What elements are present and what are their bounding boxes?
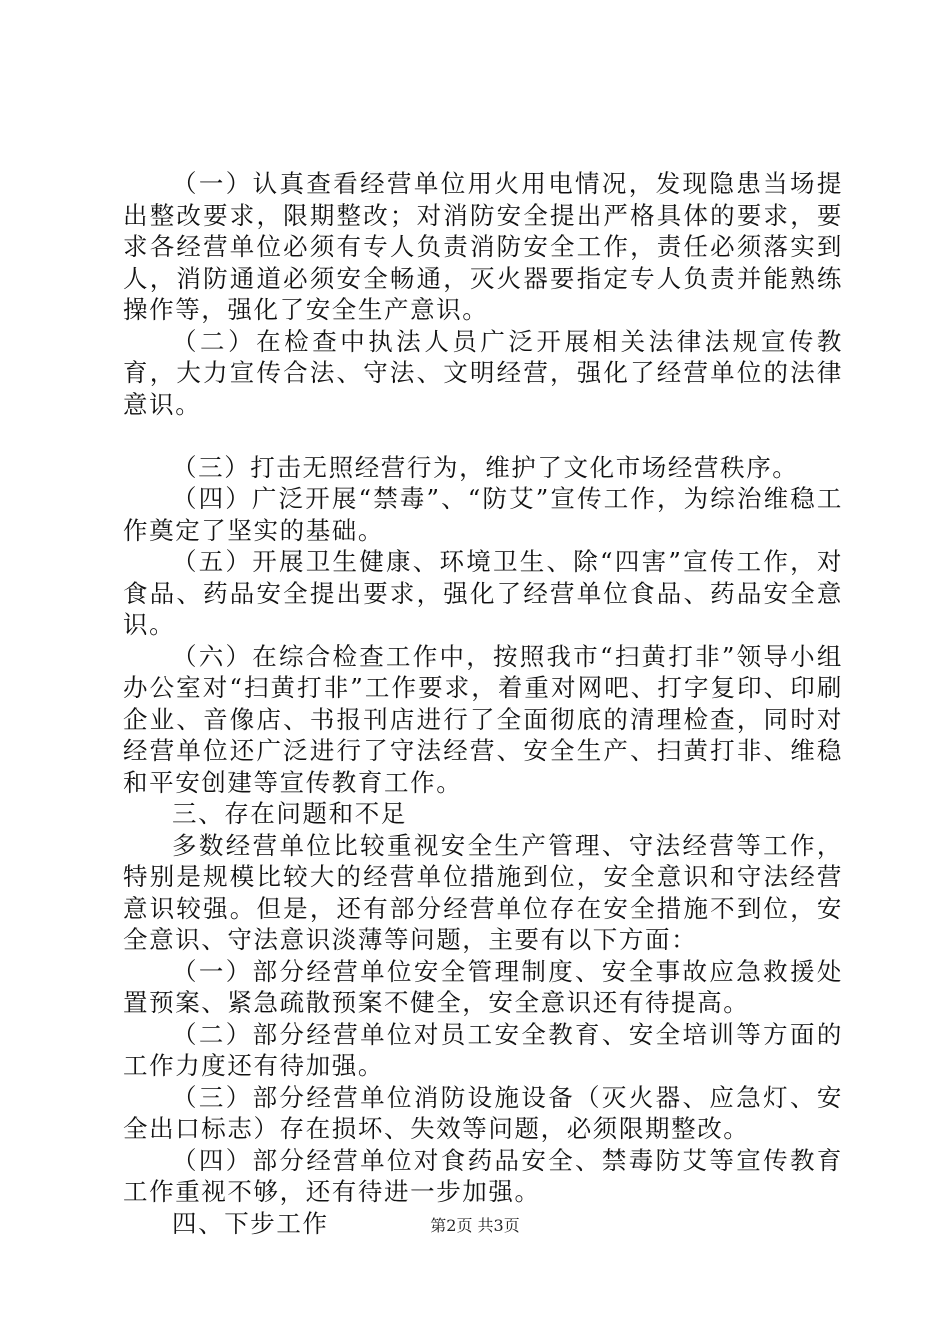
paragraph-7: 多数经营单位比较重视安全生产管理、守法经营等工作，特别是规模比较大的经营单位措施到位，安全意识和守法经营意识较强。但是，还有部分经营单位存在安全措施不到位，安全意识、守法意识淡薄等问题，主要有以下方面： (123, 830, 843, 954)
paragraph-8: （一）部分经营单位安全管理制度、安全事故应急救援处置预案、紧急疏散预案不健全，安全意识还有待提高。 (123, 956, 843, 1017)
paragraph-11: （四）部分经营单位对食药品安全、禁毒防艾等宣传教育工作重视不够，还有待进一步加强。 (123, 1145, 843, 1206)
paragraph-5: （五）开展卫生健康、环境卫生、除“四害”宣传工作，对食品、药品安全提出要求，强化了经营单位食品、药品安全意识。 (123, 547, 843, 639)
paragraph-4: （四）广泛开展“禁毒”、“防艾”宣传工作，为综治维稳工作奠定了坚实的基础。 (123, 484, 843, 545)
section-heading-3: 三、存在问题和不足 (172, 799, 407, 828)
paragraph-10: （三）部分经营单位消防设施设备（灭火器、应急灯、安全出口标志）存在损坏、失效等问题，必须限期整改。 (123, 1082, 843, 1143)
paragraph-3: （三）打击无照经营行为，维护了文化市场经营秩序。 (172, 452, 799, 482)
page-number-footer: 第2页 共3页 (430, 1216, 520, 1235)
paragraph-2: （二）在检查中执法人员广泛开展相关法律法规宣传教育，大力宣传合法、守法、文明经营，强化了经营单位的法律意识。 (123, 326, 843, 419)
paragraph-6: （六）在综合检查工作中，按照我市“扫黄打非”领导小组办公室对“扫黄打非”工作要求，着重对网吧、打字复印、印刷企业、音像店、书报刊店进行了全面彻底的清理检查，同时对经营单位还广泛进行了守法经营、安全生产、扫黄打非、维稳和平安创建等宣传教育工作。 (123, 641, 843, 797)
section-heading-4: 四、下步工作 (172, 1208, 329, 1238)
paragraph-9: （二）部分经营单位对员工安全教育、安全培训等方面的工作力度还有待加强。 (123, 1019, 843, 1080)
paragraph-1: （一）认真查看经营单位用火用电情况，发现隐患当场提出整改要求，限期整改；对消防安全提出严格具体的要求，要求各经营单位必须有专人负责消防安全工作，责任必须落实到人，消防通道必须安全畅通，灭火器要指定专人负责并能熟练操作等，强化了安全生产意识。 (123, 169, 843, 324)
document-body (123, 168, 843, 1239)
